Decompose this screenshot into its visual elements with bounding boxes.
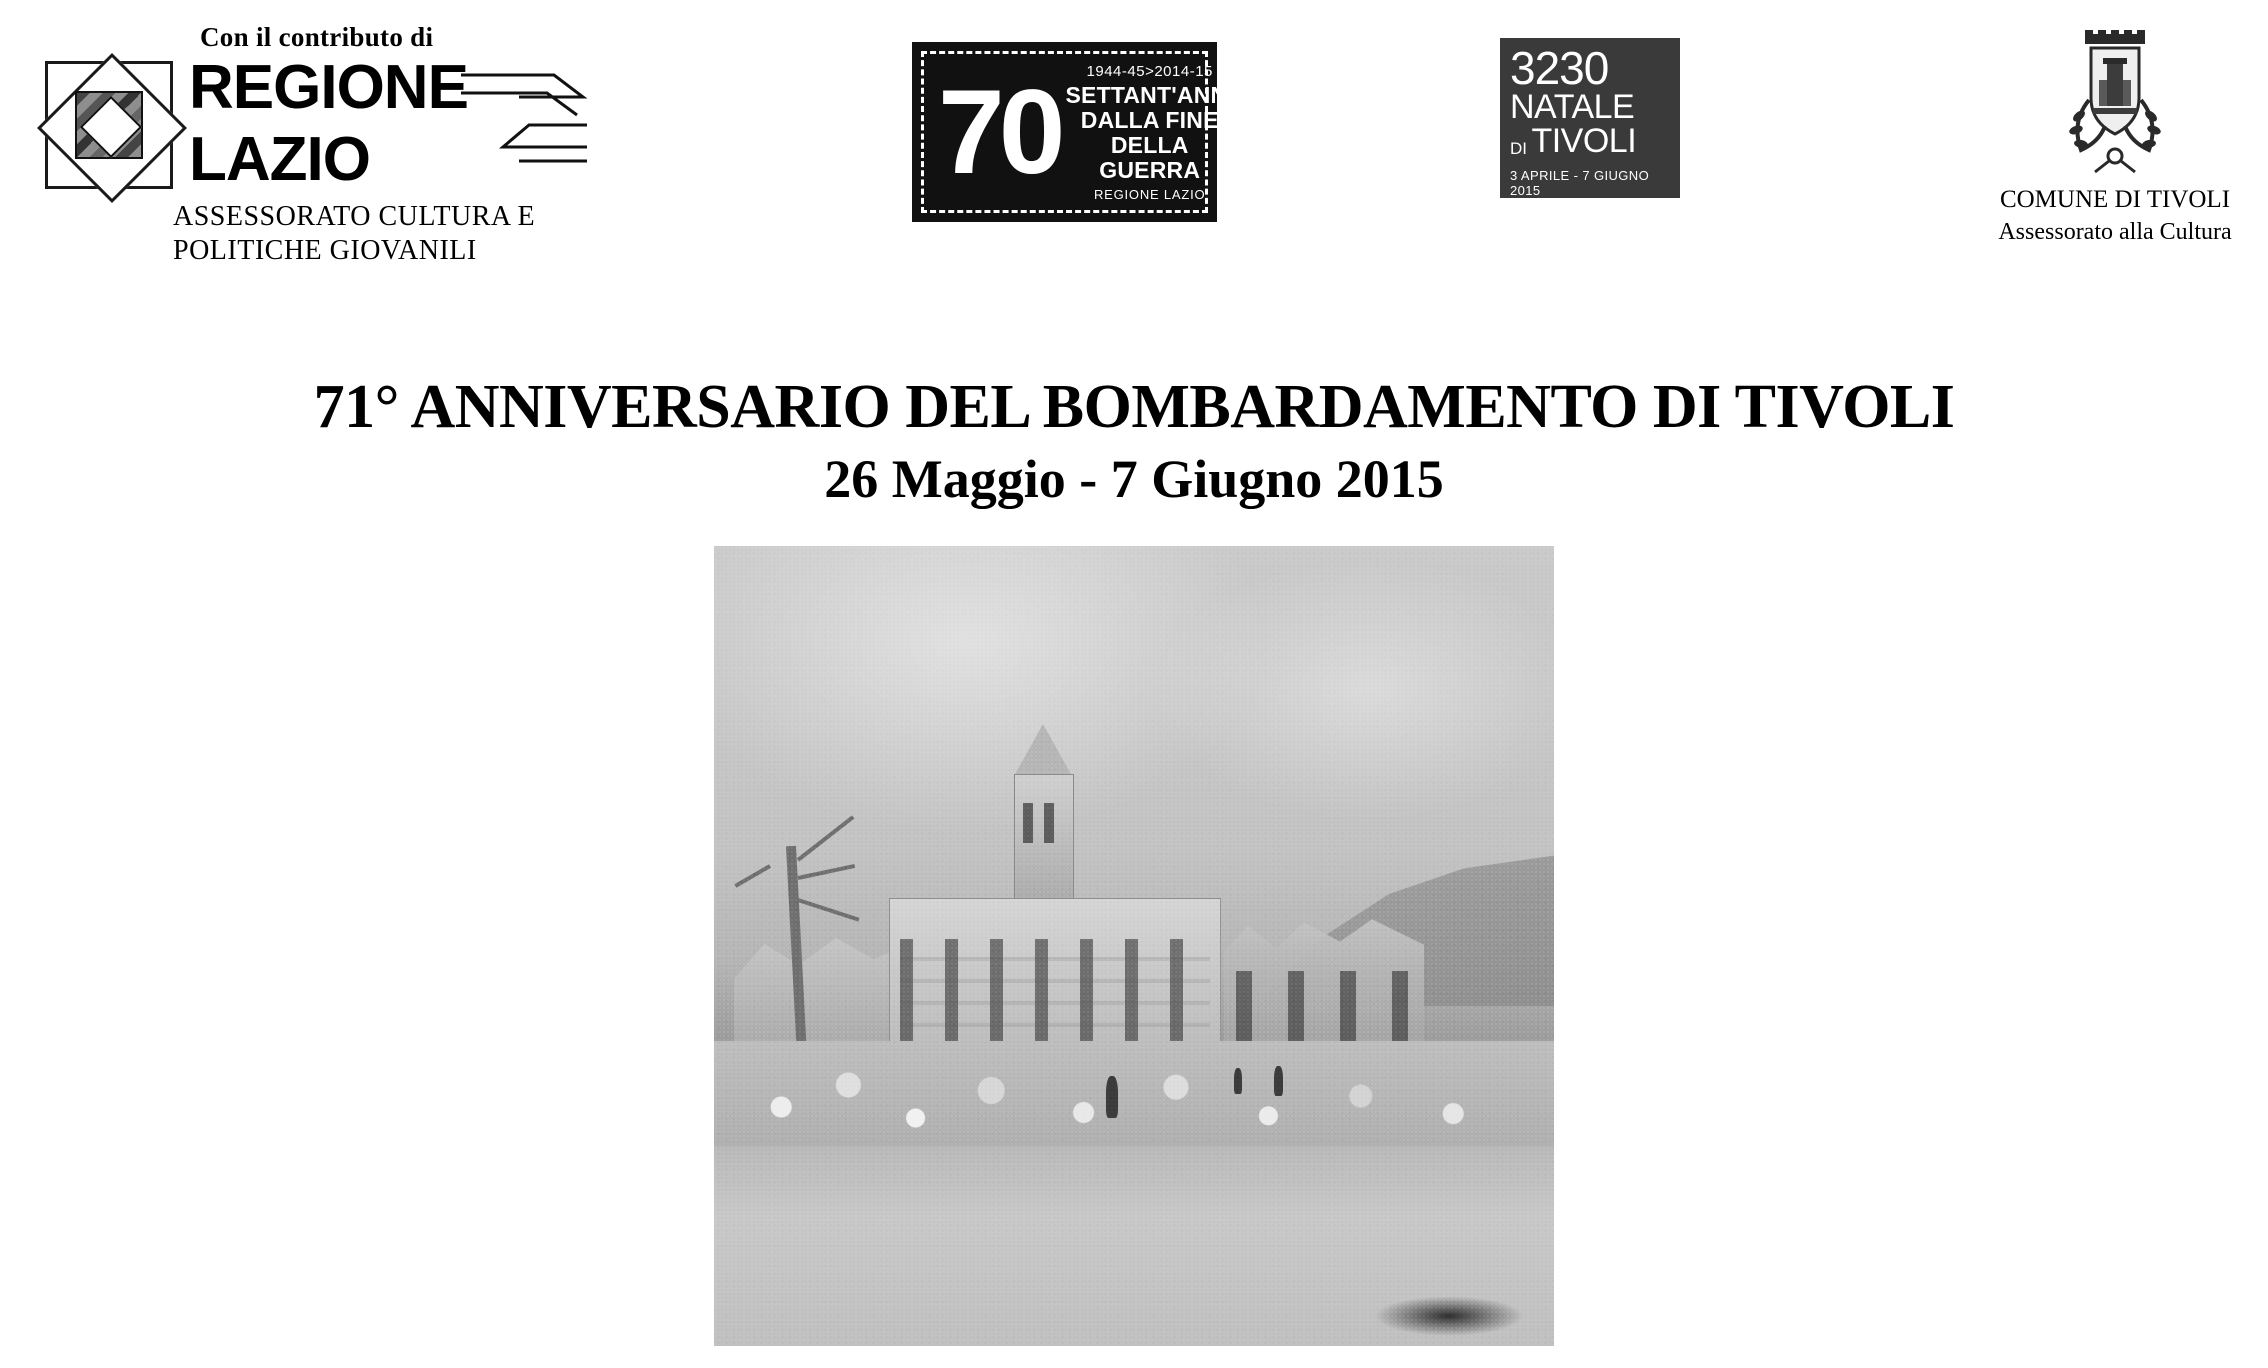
historic-bombing-photo — [714, 546, 1554, 1346]
comune-di-tivoli-logo — [1985, 30, 2245, 248]
natale-di-word: DI — [1510, 139, 1527, 158]
settantanni-stamp-logo — [912, 42, 1234, 222]
photo-scene — [714, 546, 1554, 1346]
regione-sub-line1: ASSESSORATO CULTURA E — [173, 201, 536, 232]
stamp-main-line2: DALLA FINE — [1080, 106, 1219, 133]
stamp-main-line1: SETTANT'ANNI — [1065, 81, 1234, 108]
regione-wordmark-line1: REGIONE — [189, 53, 468, 122]
page-title: 71° ANNIVERSARIO DEL BOMBARDAMENTO DI TIVOLI — [313, 373, 1955, 441]
natale-dates: 3 APRILE - 7 GIUGNO 2015 — [1510, 168, 1650, 198]
stamp-main-line3: DELLA GUERRA — [1099, 131, 1201, 183]
regione-lazio-logo — [45, 22, 665, 268]
stamp-sponsor-label: REGIONE LAZIO — [1093, 186, 1206, 202]
comune-di-tivoli-crest-icon — [2055, 30, 2175, 180]
regione-sub-line2: POLITICHE GIOVANILI — [173, 235, 477, 266]
regione-lazio-emblem-icon — [45, 61, 173, 189]
event-dates: 26 Maggio - 7 Giugno 2015 — [824, 449, 1444, 509]
photo-film-grain — [714, 546, 1554, 1346]
regione-chevron-lines-icon — [459, 63, 589, 183]
sponsor-logo-bar — [0, 0, 2268, 330]
natale-number: 3230 — [1510, 42, 1609, 94]
regione-contributo-label: Con il contributo di — [200, 22, 434, 52]
poster-title-block — [0, 372, 2268, 510]
stamp-years-label: 1944-45>2014-15 — [1086, 62, 1213, 80]
natale-word: NATALE — [1510, 88, 1635, 126]
natale-city: TIVOLI — [1531, 122, 1637, 160]
comune-name-label: COMUNE DI TIVOLI — [1999, 186, 2231, 213]
comune-assessorato-label: Assessorato alla Cultura — [1998, 219, 2232, 245]
natale-di-tivoli-logo — [1500, 38, 1680, 198]
stamp-number: 70 — [938, 65, 1060, 199]
regione-wordmark-line2: LAZIO — [189, 125, 370, 194]
